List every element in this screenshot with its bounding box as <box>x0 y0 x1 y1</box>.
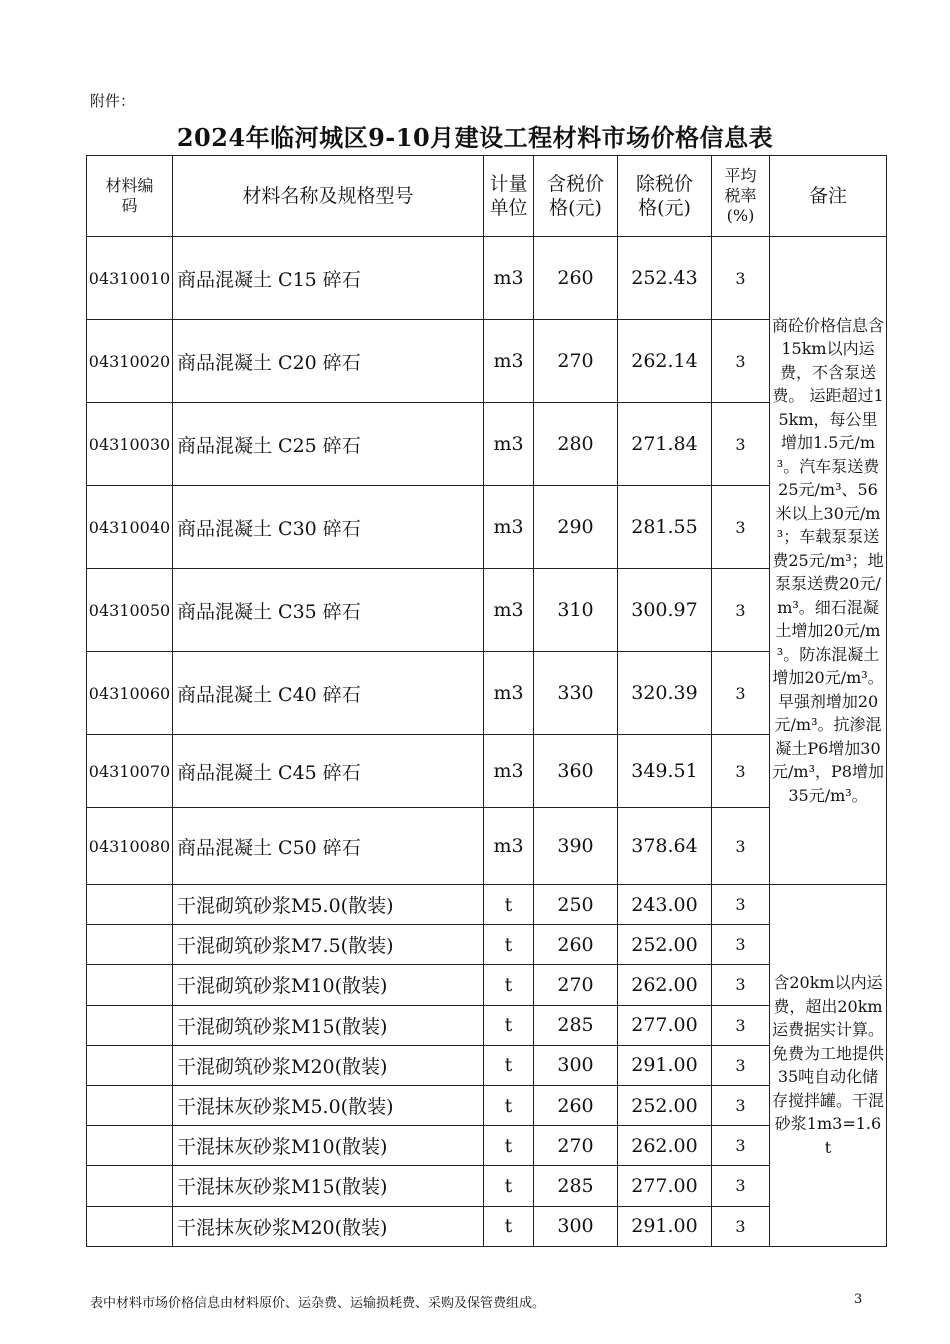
cell-net-price: 277.00 <box>618 1166 712 1206</box>
mortar-note: 含20km以内运费，超出20km运费据实计算。免费为工地提供35吨自动化储存搅拌罐。干混砂浆1m3=1.6t <box>770 885 887 1247</box>
cell-tax-price: 270 <box>534 965 618 1005</box>
cell-name: 干混抹灰砂浆M20(散装) <box>173 1206 484 1246</box>
cell-name: 商品混凝土 C35 碎石 <box>173 569 484 652</box>
page-number: 3 <box>854 1292 863 1307</box>
cell-rate: 3 <box>712 735 770 808</box>
header-rate: 平均税率(%) <box>712 156 770 237</box>
table-row <box>87 652 887 735</box>
concrete-note: 商砼价格信息含15km以内运费，不含泵送费。 运距超过15km，每公里增加1.5元/m³。汽车泵送费25元/m³、56米以上30元/m³；车载泵泵送费25元/m³；地泵泵送费20元/m³。细石混凝土增加20元/m³。防冻混凝土增加20元/m³。早强剂增加20元/m³。抗渗混凝土P6增加30元/m³，P8增加35元/m³。 <box>770 237 887 885</box>
cell-net-price: 262.00 <box>618 1126 712 1166</box>
cell-rate: 3 <box>712 1126 770 1166</box>
table-row <box>87 1005 887 1045</box>
table-row <box>87 320 887 403</box>
cell-code: 04310040 <box>87 486 173 569</box>
cell-net-price: 378.64 <box>618 808 712 885</box>
cell-tax-price: 310 <box>534 569 618 652</box>
table-row <box>87 1166 887 1206</box>
cell-net-price: 252.00 <box>618 925 712 965</box>
cell-rate: 3 <box>712 569 770 652</box>
cell-name: 干混抹灰砂浆M10(散装) <box>173 1126 484 1166</box>
table-row <box>87 808 887 885</box>
cell-tax-price: 300 <box>534 1045 618 1085</box>
cell-rate: 3 <box>712 1045 770 1085</box>
header-code: 材料编码 <box>87 156 173 237</box>
cell-tax-price: 300 <box>534 1206 618 1246</box>
cell-code: 04310060 <box>87 652 173 735</box>
header-name: 材料名称及规格型号 <box>173 156 484 237</box>
cell-tax-price: 270 <box>534 320 618 403</box>
cell-code <box>87 1126 173 1166</box>
cell-unit: t <box>484 1206 534 1246</box>
page-title: 2024年临河城区9-10月建设工程材料市场价格信息表 <box>176 123 774 152</box>
cell-tax-price: 280 <box>534 403 618 486</box>
cell-code: 04310080 <box>87 808 173 885</box>
cell-code: 04310030 <box>87 403 173 486</box>
cell-code <box>87 925 173 965</box>
table-row <box>87 735 887 808</box>
cell-net-price: 320.39 <box>618 652 712 735</box>
cell-net-price: 300.97 <box>618 569 712 652</box>
table-row <box>87 1045 887 1085</box>
cell-name: 干混砌筑砂浆M7.5(散装) <box>173 925 484 965</box>
cell-net-price: 349.51 <box>618 735 712 808</box>
cell-tax-price: 250 <box>534 885 618 925</box>
cell-code: 04310020 <box>87 320 173 403</box>
cell-rate: 3 <box>712 1005 770 1045</box>
cell-rate: 3 <box>712 1166 770 1206</box>
cell-tax-price: 260 <box>534 1085 618 1125</box>
cell-code <box>87 965 173 1005</box>
header-net-price: 除税价格(元) <box>618 156 712 237</box>
cell-tax-price: 260 <box>534 237 618 320</box>
cell-name: 干混砌筑砂浆M5.0(散装) <box>173 885 484 925</box>
cell-net-price: 252.00 <box>618 1085 712 1125</box>
cell-tax-price: 260 <box>534 925 618 965</box>
table-row <box>87 1206 887 1246</box>
table-body <box>87 237 887 1247</box>
table-row <box>87 925 887 965</box>
cell-unit: m3 <box>484 320 534 403</box>
cell-tax-price: 270 <box>534 1126 618 1166</box>
cell-unit: m3 <box>484 808 534 885</box>
cell-net-price: 252.43 <box>618 237 712 320</box>
cell-code <box>87 885 173 925</box>
cell-name: 干混砌筑砂浆M10(散装) <box>173 965 484 1005</box>
cell-code <box>87 1166 173 1206</box>
cell-net-price: 271.84 <box>618 403 712 486</box>
cell-unit: t <box>484 1005 534 1045</box>
cell-tax-price: 290 <box>534 486 618 569</box>
cell-name: 商品混凝土 C45 碎石 <box>173 735 484 808</box>
header-tax-price: 含税价格(元) <box>534 156 618 237</box>
table-row <box>87 486 887 569</box>
cell-name: 商品混凝土 C20 碎石 <box>173 320 484 403</box>
cell-net-price: 243.00 <box>618 885 712 925</box>
header-row <box>87 156 887 237</box>
cell-code <box>87 1206 173 1246</box>
header-unit: 计量单位 <box>484 156 534 237</box>
cell-unit: t <box>484 1126 534 1166</box>
cell-unit: t <box>484 1085 534 1125</box>
cell-tax-price: 390 <box>534 808 618 885</box>
cell-name: 商品混凝土 C15 碎石 <box>173 237 484 320</box>
cell-unit: t <box>484 1166 534 1206</box>
table-row <box>87 885 887 925</box>
cell-net-price: 262.14 <box>618 320 712 403</box>
header-note: 备注 <box>770 156 887 237</box>
cell-unit: t <box>484 885 534 925</box>
cell-rate: 3 <box>712 652 770 735</box>
cell-tax-price: 285 <box>534 1166 618 1206</box>
cell-name: 商品混凝土 C25 碎石 <box>173 403 484 486</box>
cell-tax-price: 330 <box>534 652 618 735</box>
cell-unit: t <box>484 1045 534 1085</box>
cell-unit: t <box>484 965 534 1005</box>
cell-code <box>87 1005 173 1045</box>
footer-note: 表中材料市场价格信息由材料原价、运杂费、运输损耗费、采购及保管费组成。 <box>90 1296 546 1311</box>
price-table <box>86 155 887 1247</box>
cell-unit: m3 <box>484 735 534 808</box>
cell-rate: 3 <box>712 1206 770 1246</box>
cell-rate: 3 <box>712 403 770 486</box>
cell-rate: 3 <box>712 965 770 1005</box>
cell-name: 干混抹灰砂浆M15(散装) <box>173 1166 484 1206</box>
table-row <box>87 569 887 652</box>
cell-unit: m3 <box>484 569 534 652</box>
table-row <box>87 965 887 1005</box>
cell-name: 商品混凝土 C30 碎石 <box>173 486 484 569</box>
cell-code <box>87 1045 173 1085</box>
cell-rate: 3 <box>712 486 770 569</box>
cell-unit: t <box>484 925 534 965</box>
cell-net-price: 291.00 <box>618 1206 712 1246</box>
cell-name: 干混砌筑砂浆M20(散装) <box>173 1045 484 1085</box>
cell-code <box>87 1085 173 1125</box>
cell-name: 商品混凝土 C40 碎石 <box>173 652 484 735</box>
cell-code: 04310010 <box>87 237 173 320</box>
cell-tax-price: 360 <box>534 735 618 808</box>
cell-net-price: 262.00 <box>618 965 712 1005</box>
cell-unit: m3 <box>484 652 534 735</box>
cell-unit: m3 <box>484 237 534 320</box>
table-row <box>87 1126 887 1166</box>
cell-code: 04310050 <box>87 569 173 652</box>
cell-net-price: 291.00 <box>618 1045 712 1085</box>
cell-name: 干混砌筑砂浆M15(散装) <box>173 1005 484 1045</box>
cell-rate: 3 <box>712 808 770 885</box>
table-row <box>87 237 887 320</box>
cell-rate: 3 <box>712 925 770 965</box>
cell-name: 干混抹灰砂浆M5.0(散装) <box>173 1085 484 1125</box>
attachment-label: 附件： <box>90 92 136 110</box>
cell-name: 商品混凝土 C50 碎石 <box>173 808 484 885</box>
cell-code: 04310070 <box>87 735 173 808</box>
cell-net-price: 277.00 <box>618 1005 712 1045</box>
cell-tax-price: 285 <box>534 1005 618 1045</box>
cell-unit: m3 <box>484 486 534 569</box>
cell-rate: 3 <box>712 320 770 403</box>
cell-rate: 3 <box>712 1085 770 1125</box>
table-row <box>87 403 887 486</box>
cell-net-price: 281.55 <box>618 486 712 569</box>
cell-unit: m3 <box>484 403 534 486</box>
cell-rate: 3 <box>712 237 770 320</box>
cell-rate: 3 <box>712 885 770 925</box>
table-row <box>87 1085 887 1125</box>
